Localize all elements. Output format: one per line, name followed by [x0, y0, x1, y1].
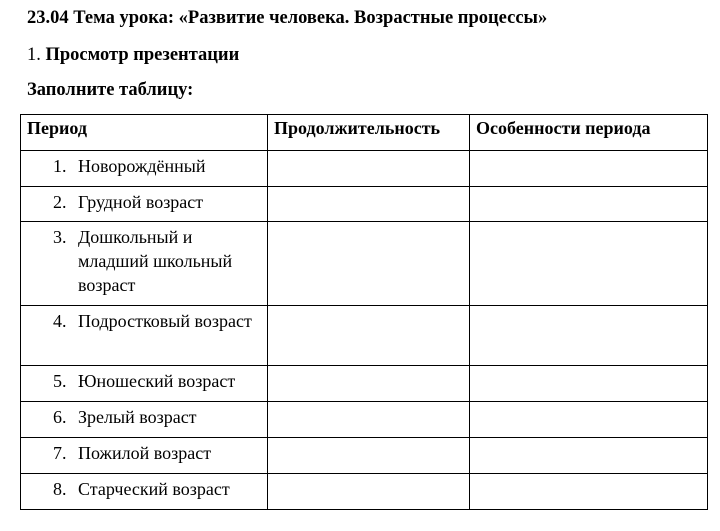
features-cell[interactable]: [470, 187, 708, 222]
task-text: Просмотр презентации: [45, 45, 240, 65]
period-cell: [21, 222, 268, 306]
instruction-text: Заполните таблицу:: [27, 80, 194, 100]
task-number: 1.: [27, 45, 41, 65]
duration-cell[interactable]: [268, 438, 470, 474]
features-cell[interactable]: [470, 222, 708, 306]
features-cell[interactable]: [470, 474, 708, 510]
row-number: 5.: [53, 371, 67, 391]
period-name: Дошкольный и младший школьный возраст: [78, 227, 233, 295]
row-number: 3.: [53, 227, 67, 247]
features-cell[interactable]: [470, 402, 708, 438]
duration-cell[interactable]: [268, 402, 470, 438]
row-number: 7.: [53, 443, 67, 463]
features-cell[interactable]: [470, 366, 708, 402]
period-cell: [21, 187, 268, 222]
duration-cell[interactable]: [268, 151, 470, 187]
features-cell[interactable]: [470, 151, 708, 187]
features-cell[interactable]: [470, 438, 708, 474]
row-number: 4.: [53, 311, 67, 331]
period-name: Новорождённый: [78, 156, 206, 176]
duration-cell[interactable]: [268, 222, 470, 306]
duration-cell[interactable]: [268, 306, 470, 366]
table-row: [21, 306, 708, 366]
row-number: 1.: [53, 156, 67, 176]
period-name: Подростковый возраст: [78, 311, 252, 331]
table-row: [21, 151, 708, 187]
period-cell: [21, 151, 268, 187]
period-cell: [21, 438, 268, 474]
duration-cell[interactable]: [268, 187, 470, 222]
period-cell: [21, 474, 268, 510]
period-name: Старческий возраст: [78, 479, 230, 499]
periods-table: [20, 114, 708, 510]
table-header-row: [21, 115, 708, 151]
period-cell: [21, 402, 268, 438]
lesson-title: 23.04 Тема урока: «Развитие человека. Возрастные процессы»: [27, 8, 548, 28]
row-number: 2.: [53, 192, 67, 212]
table-row: [21, 402, 708, 438]
period-name: Грудной возраст: [78, 192, 204, 212]
table-row: [21, 187, 708, 222]
period-name: Юношеский возраст: [78, 371, 236, 391]
features-cell[interactable]: [470, 306, 708, 366]
period-cell: [21, 366, 268, 402]
row-number: 8.: [53, 479, 67, 499]
period-cell: [21, 306, 268, 366]
column-header-features: Особенности периода: [470, 115, 708, 151]
task-heading: [27, 45, 239, 66]
column-header-period: Период: [21, 115, 268, 151]
period-name: Зрелый возраст: [78, 407, 197, 427]
table-row: [21, 366, 708, 402]
duration-cell[interactable]: [268, 474, 470, 510]
period-name: Пожилой возраст: [78, 443, 212, 463]
column-header-duration: Продолжительность: [268, 115, 470, 151]
table-row: [21, 438, 708, 474]
table-row: [21, 474, 708, 510]
duration-cell[interactable]: [268, 366, 470, 402]
table-row: [21, 222, 708, 306]
row-number: 6.: [53, 407, 67, 427]
